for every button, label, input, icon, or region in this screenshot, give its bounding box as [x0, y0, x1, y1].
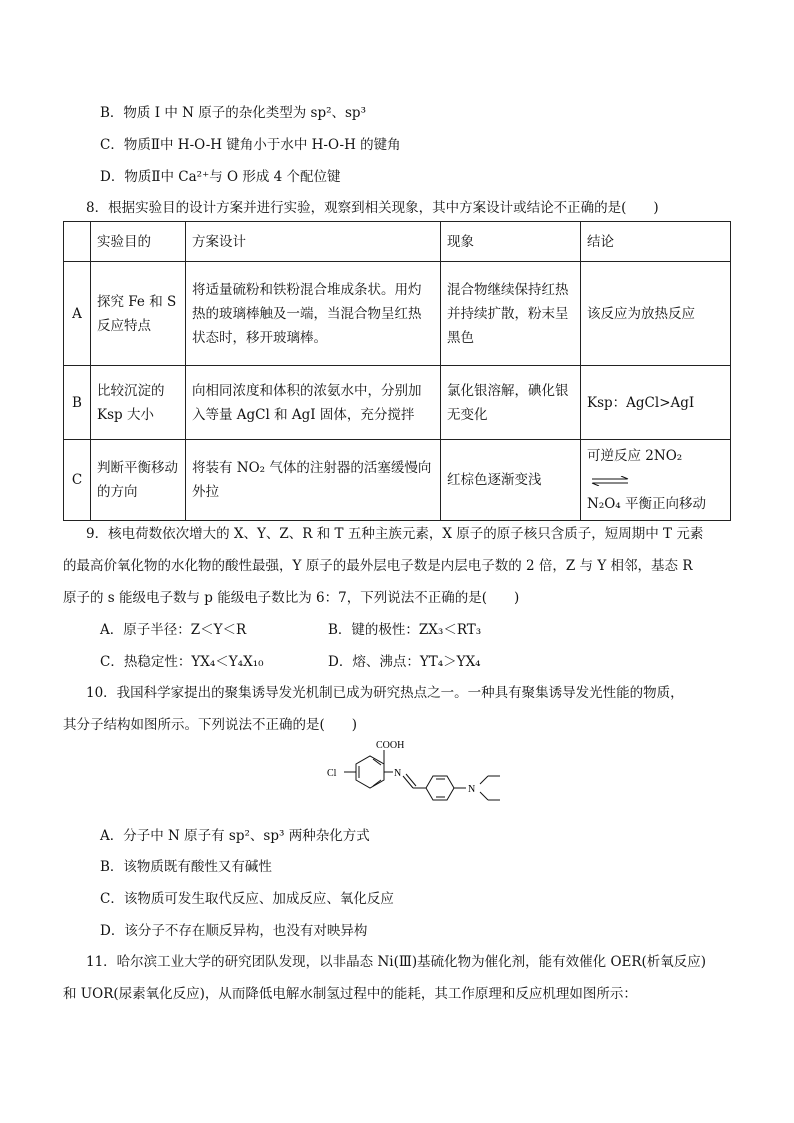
table-header-row	[64, 222, 731, 262]
table-row	[64, 440, 731, 521]
q9-option-b: B．键的极性：ZX₃＜RT₃	[328, 622, 482, 638]
q7-option-c: C．物质Ⅱ中 H-O-H 键角小于水中 H-O-H 的键角	[100, 137, 401, 153]
cooh-label: COOH	[376, 740, 405, 751]
q10-option-b: B．该物质既有酸性又有碱性	[100, 859, 272, 875]
row-label: C	[64, 440, 91, 521]
design-cell: 将适量硫粉和铁粉混合堆成条状。用灼热的玻璃棒触及一端，当混合物呈红热状态时，移开玻璃棒。	[186, 262, 441, 366]
purpose-cell: 比较沉淀的 Ksp 大小	[91, 366, 186, 440]
purpose-cell: 判断平衡移动的方向	[91, 440, 186, 521]
q9-option-a: A．原子半径：Z＜Y＜R	[100, 622, 247, 638]
row-label: A	[64, 262, 91, 366]
q9-stem-line1: 9．核电荷数依次增大的 X、Y、Z、R 和 T 五种主族元素，X 原子的原子核只含质子，短周期中 T 元素	[86, 526, 704, 542]
table-header-cell	[64, 222, 91, 262]
q9-option-d: D．熔、沸点：YT₄＞YX₄	[328, 654, 481, 670]
table-row	[64, 262, 731, 366]
q7-option-b: B．物质 I 中 N 原子的杂化类型为 sp²、sp³	[100, 105, 366, 121]
table-header-cell: 结论	[581, 222, 731, 262]
q9-stem-line2: 的最高价氧化物的水化物的酸性最强，Y 原子的最外层电子数是内层电子数的 2 倍，Z 与 Y 相邻，基态 R	[63, 558, 693, 574]
n-label-amine: N	[468, 784, 476, 795]
design-cell: 将装有 NO₂ 气体的注射器的活塞缓慢向外拉	[186, 440, 441, 521]
table-header-cell: 方案设计	[186, 222, 441, 262]
q9-stem-line3: 原子的 s 能级电子数与 p 能级电子数比为 6：7，下列说法不正确的是( )	[63, 590, 520, 606]
row-label: B	[64, 366, 91, 440]
cl-label: Cl	[327, 768, 337, 779]
q9-option-c: C．热稳定性：YX₄＜Y₄X₁₀	[100, 654, 264, 670]
q7-option-d: D．物质Ⅱ中 Ca²⁺与 O 形成 4 个配位键	[100, 169, 341, 185]
table-header-cell: 实验目的	[91, 222, 186, 262]
phenomenon-cell: 氯化银溶解，碘化银无变化	[441, 366, 581, 440]
table-header-cell: 现象	[441, 222, 581, 262]
design-cell: 向相同浓度和体积的浓氨水中，分别加入等量 AgCl 和 AgI 固体，充分搅拌	[186, 366, 441, 440]
q10-stem-line2: 其分子结构如图所示。下列说法不正确的是( )	[63, 717, 358, 733]
conclusion-cell: 该反应为放热反应	[581, 262, 731, 366]
conclusion-cell: Ksp：AgCl>AgI	[581, 366, 731, 440]
n-label-imine: N	[394, 768, 402, 779]
purpose-cell: 探究 Fe 和 S 反应特点	[91, 262, 186, 366]
q10-option-d: D．该分子不存在顺反异构，也没有对映异构	[100, 923, 368, 939]
table-row	[64, 366, 731, 440]
conclusion-product: N₂O₄ 平衡正向移动	[587, 496, 706, 512]
molecular-structure-diagram	[318, 738, 518, 808]
phenomenon-cell: 混合物继续保持红热并持续扩散，粉末呈黑色	[441, 262, 581, 366]
q8-table	[63, 221, 731, 521]
reversible-arrow-icon	[591, 476, 629, 486]
q8-stem: 8．根据实验目的设计方案并进行实验，观察到相关现象，其中方案设计或结论不正确的是( )	[86, 200, 659, 216]
q11-stem-line2: 和 UOR(尿素氧化反应)，从而降低电解水制氢过程中的能耗，其工作原理和反应机理如图所示：	[63, 986, 637, 1002]
phenomenon-cell: 红棕色逐渐变浅	[441, 440, 581, 521]
q10-option-c: C．该物质可发生取代反应、加成反应、氧化反应	[100, 891, 394, 907]
conclusion-cell	[581, 440, 731, 521]
q11-stem-line1: 11．哈尔滨工业大学的研究团队发现，以非晶态 Ni(Ⅲ)基硫化物为催化剂，能有效催化 OER(析氧反应)	[86, 954, 707, 970]
conclusion-reaction: 可逆反应 2NO₂	[587, 448, 683, 464]
q10-option-a: A．分子中 N 原子有 sp²、sp³ 两种杂化方式	[100, 828, 370, 844]
q10-stem-line1: 10．我国科学家提出的聚集诱导发光机制已成为研究热点之一。一种具有聚集诱导发光性能的物质，	[86, 685, 684, 701]
